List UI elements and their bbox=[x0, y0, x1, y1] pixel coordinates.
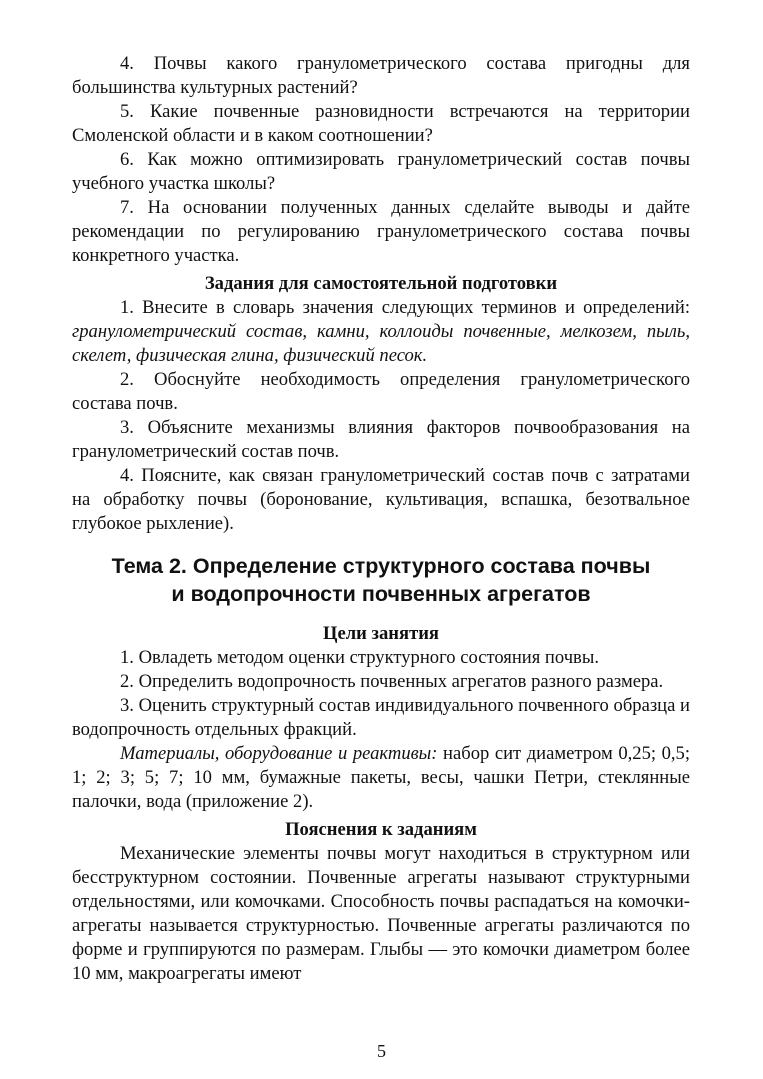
materials bbox=[72, 742, 690, 814]
page-number: 5 bbox=[377, 1041, 386, 1061]
topic-title bbox=[72, 552, 690, 608]
topic-title-line-1: Тема 2. Определение структурного состава почвы bbox=[111, 554, 651, 578]
question-5: 5. Какие почвенные разновидности встречаются на территории Смоленской области и в каком соотношении? bbox=[72, 101, 690, 146]
topic-title-line-2: и водопрочности почвенных агрегатов bbox=[171, 582, 591, 606]
goal-3: 3. Оценить структурный состав индивидуального почвенного образца и водопрочность отдельных фракций. bbox=[72, 695, 690, 740]
question-4: 4. Почвы какого гранулометрического состава пригодны для большинства культурных растений? bbox=[72, 53, 690, 98]
page-body bbox=[72, 52, 690, 986]
explanations-text: Механические элементы почвы могут находиться в структурном или бесструктурном состоянии. Почвенные агрегаты называют структурными отдельностями, или комочками. Способность почвы распадаться на комочки-агрегаты называется структурностью. Почвенные агрегаты различаются по форме и группируются по размерам. Глыбы — это комочки диаметром более 10 мм, макроагрегаты имеют bbox=[72, 843, 690, 984]
explanations-heading: Пояснения к заданиям bbox=[285, 819, 477, 840]
goal-2: 2. Определить водопрочность почвенных агрегатов разного размера. bbox=[120, 671, 664, 692]
self-study-task-1 bbox=[72, 296, 690, 368]
self-study-task-3: 3. Объясните механизмы влияния факторов почвообразования на гранулометрический состав почв. bbox=[72, 417, 690, 462]
materials-label: Материалы, оборудование и реактивы: bbox=[120, 743, 438, 764]
goals-heading: Цели занятия bbox=[323, 623, 439, 644]
question-7: 7. На основании полученных данных сделайте выводы и дайте рекомендации по регулированию гранулометрического состава почвы конкретного участка. bbox=[72, 197, 690, 266]
task-1-prefix: 1. Внесите в словарь значения следующих терминов и определений: bbox=[120, 297, 690, 318]
self-study-task-2: 2. Обоснуйте необходимость определения гранулометрического состава почв. bbox=[72, 369, 690, 414]
self-study-heading: Задания для самостоятельной подготовки bbox=[204, 273, 558, 294]
question-6: 6. Как можно оптимизировать гранулометрический состав почвы учебного участка школы? bbox=[72, 149, 690, 194]
goal-1: 1. Овладеть методом оценки структурного состояния почвы. bbox=[120, 647, 599, 668]
task-1-terms: гранулометрический состав, камни, коллоиды почвенные, мелкозем, пыль, скелет, физическая глина, физический песок. bbox=[72, 321, 690, 366]
self-study-task-4: 4. Поясните, как связан гранулометрический состав почв с затратами на обработку почвы (боронование, культивация, вспашка, безотвальное глубокое рыхление). bbox=[72, 465, 690, 534]
materials-text: набор сит диаметром 0,25; 0,5; 1; 2; 3; 5; 7; 10 мм, бумажные пакеты, весы, чашки Петри, стеклянные палочки, вода (приложение 2). bbox=[72, 743, 690, 812]
